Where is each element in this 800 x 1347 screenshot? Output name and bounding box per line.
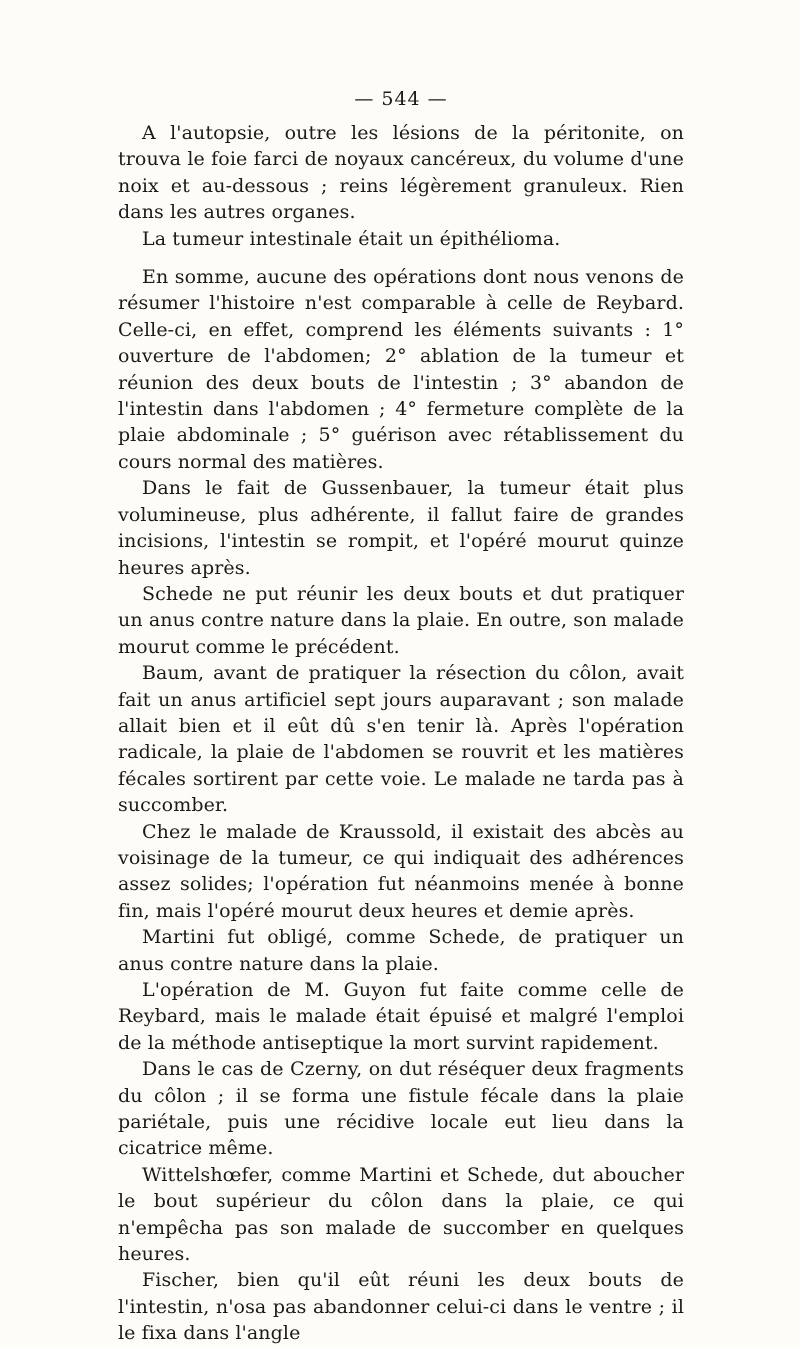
paragraph-czerny: Dans le cas de Czerny, on dut réséquer deux fragments du côlon ; il se forma une fistule fécale dans la plaie pariétale, puis une récidive locale eut lieu dans la cicatrice même. (118, 1058, 684, 1160)
paragraph-gussenbauer: Dans le fait de Gussenbauer, la tumeur était plus volumineuse, plus adhérente, il fallut faire de grandes incisions, l'intestin se rompit, et l'opéré mourut quinze heures après. (118, 477, 684, 579)
book-page (118, 84, 684, 1347)
paragraph-baum: Baum, avant de pratiquer la résection du côlon, avait fait un anus artificiel sept jours auparavant ; son malade allait bien et il eût dû s'en tenir là. Après l'opération radicale, la plaie de l'abdomen se rouvrit et les matières fécales sortirent par cette voie. Le malade ne tarda pas à succomber. (118, 662, 684, 817)
paragraph-wittelshoefer: Wittelshœfer, comme Martini et Schede, dut aboucher le bout supérieur du côlon dans la plaie, ce qui n'empêcha pas son malade de succomber en quelques heures. (118, 1163, 684, 1266)
paragraph-martini: Martini fut obligé, comme Schede, de pratiquer un anus contre nature dans la plaie. (118, 926, 684, 975)
paragraph-guyon: L'opération de M. Guyon fut faite comme celle de Reybard, mais le malade était épuisé et malgré l'emploi de la méthode antiseptique la mort survint rapidement. (118, 979, 684, 1054)
paragraph-reybard-comparison: En somme, aucune des opérations dont nous venons de résumer l'histoire n'est comparable à celle de Reybard. Celle-ci, en effet, comprend les éléments suivants : 1° ouverture de l'abdomen; 2° ablation de la tumeur et réunion des deux bouts de l'intestin ; 3° abandon de l'intestin dans l'abdomen ; 4° fermeture complète de la plaie abdominale ; 5° guérison avec rétablissement du cours normal des matières. (118, 266, 684, 473)
paragraph-kraussold: Chez le malade de Kraussold, il existait des abcès au voisinage de la tumeur, ce qui indiquait des adhérences assez solides; l'opération fut néanmoins menée à bonne fin, mais l'opéré mourut deux heures et demie après. (118, 820, 684, 922)
paragraph-schede: Schede ne put réunir les deux bouts et dut pratiquer un anus contre nature dans la plaie. En outre, son malade mourut comme le précédent. (118, 582, 684, 658)
paragraph-fischer: Fischer, bien qu'il eût réuni les deux bouts de l'intestin, n'osa pas abandonner celui-ci dans le ventre ; il le fixa dans l'angle (118, 1269, 684, 1345)
paragraph-tumor-type: La tumeur intestinale était un épithélioma. (142, 227, 561, 250)
paragraph-autopsy: A l'autopsie, outre les lésions de la péritonite, on trouva le foie farci de noyaux cancéreux, du volume d'une noix et au-dessous ; reins légèrement granuleux. Rien dans les autres organes. (118, 122, 684, 224)
page-number: — 544 — (354, 88, 448, 110)
